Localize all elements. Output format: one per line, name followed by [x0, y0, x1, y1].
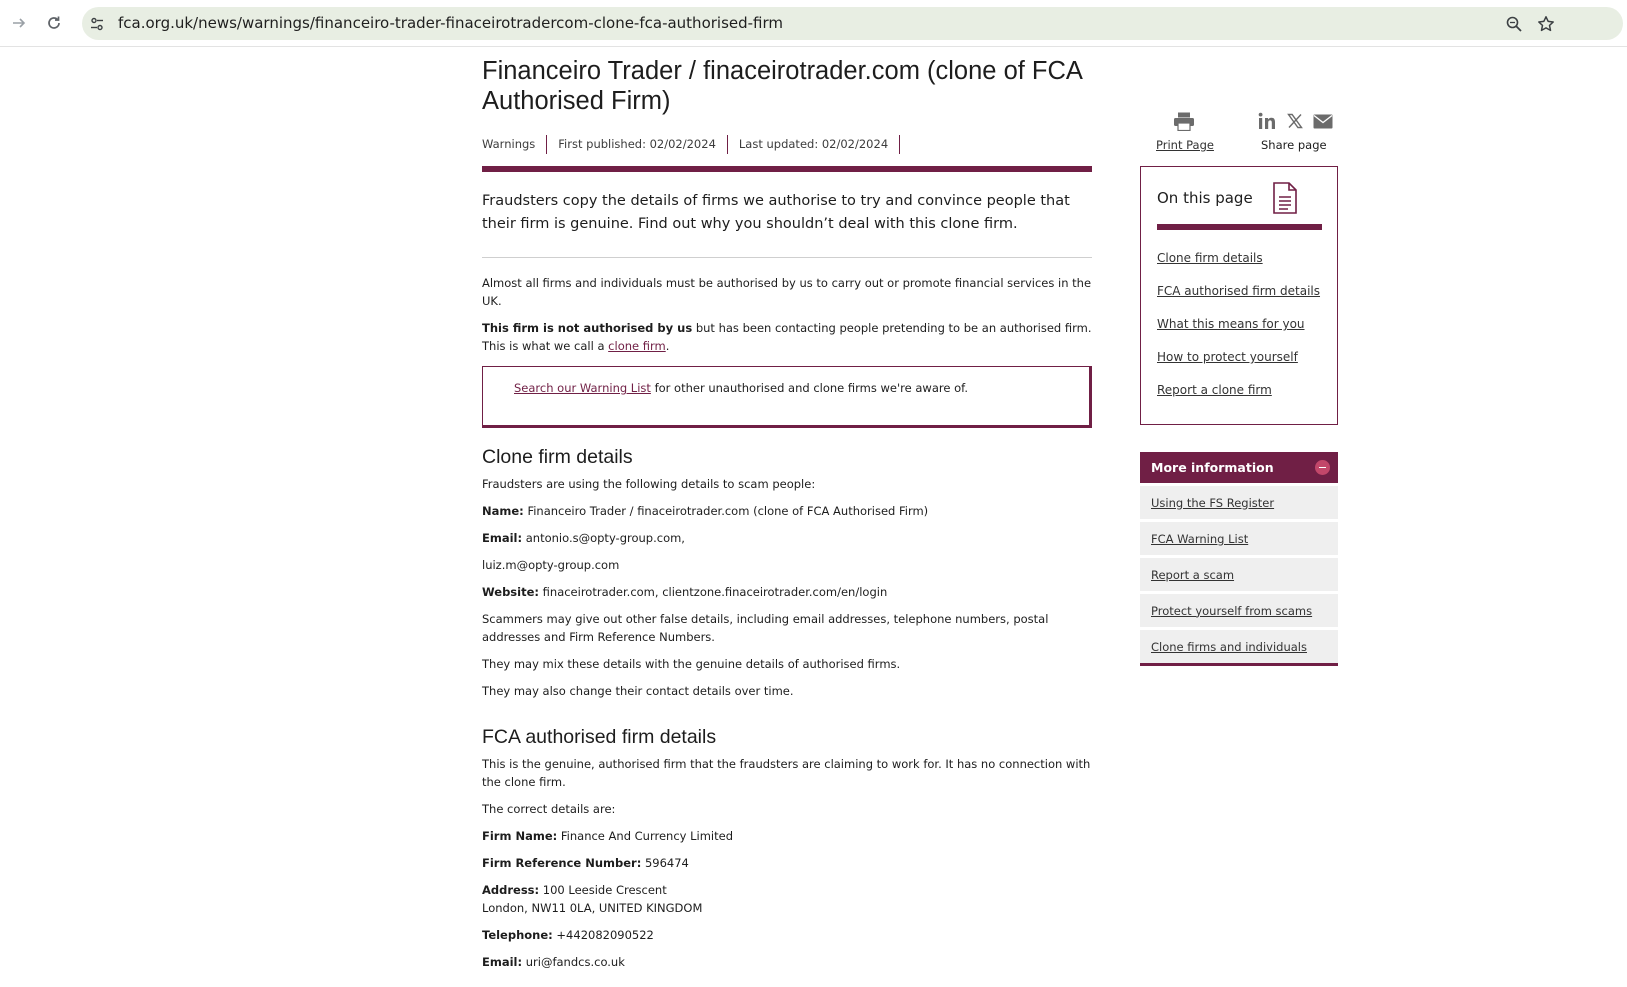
print-page-link[interactable]: Print Page [1156, 138, 1214, 152]
clone-email-value-2: luiz.m@opty-group.com [482, 558, 620, 572]
fca-firm-name-label: Firm Name: [482, 829, 558, 843]
toc-link-fca-authorised-firm-details[interactable]: FCA authorised firm details [1157, 284, 1321, 298]
share-page-label: Share page [1261, 138, 1327, 152]
fca-frn-label: Firm Reference Number: [482, 856, 642, 870]
on-this-page-item [1157, 317, 1320, 350]
link-fca-warning-list[interactable]: FCA Warning List [1151, 531, 1249, 546]
printer-icon[interactable] [1173, 112, 1195, 131]
fca-email-row [482, 953, 1092, 971]
page-tools [1154, 111, 1340, 155]
fca-frn-value: 596474 [644, 856, 689, 870]
clone-email-row [482, 529, 1092, 547]
reload-icon[interactable] [43, 12, 65, 34]
more-information-item [1140, 558, 1338, 591]
fca-intro: This is the genuine, authorised firm that the fraudsters are claiming to work for. It has no connection with the clone firm. [482, 757, 1091, 789]
callout-text: for other unauthorised and clone firms we're aware of. [650, 381, 968, 395]
toc-link-clone-firm-details[interactable]: Clone firm details [1157, 251, 1263, 265]
on-this-page-panel [1140, 166, 1338, 425]
more-information-list [1140, 486, 1338, 666]
warning-list-link[interactable]: Search our Warning List [514, 381, 651, 395]
not-authorised-bold: This firm is not authorised by us [482, 321, 693, 335]
fca-email-value: uri@fandcs.co.uk [525, 955, 625, 969]
fca-address-line-2: London, NW11 0LA, UNITED KINGDOM [482, 901, 703, 915]
meta-category: Warnings [482, 135, 547, 154]
link-protect-from-scams[interactable]: Protect yourself from scams [1151, 603, 1313, 618]
browser-toolbar [0, 0, 1627, 47]
toc-link-report-clone-firm[interactable]: Report a clone firm [1157, 383, 1272, 397]
fca-correct: The correct details are: [482, 802, 616, 816]
page-title: Financeiro Trader / finaceirotrader.com (clone of FCA Authorised Firm) [482, 57, 1082, 115]
intro-text: Almost all firms and individuals must be authorised by us to carry out or promote financial services in the UK. [482, 276, 1092, 308]
fca-email-label: Email: [482, 955, 523, 969]
on-this-page-list [1157, 251, 1320, 416]
clone-website-label: Website: [482, 585, 539, 599]
clone-name-value: Financeiro Trader / finaceirotrader.com (clone of FCA Authorised Firm) [527, 504, 929, 518]
fca-firm-name-value: Finance And Currency Limited [560, 829, 734, 843]
link-report-a-scam[interactable]: Report a scam [1151, 567, 1235, 582]
on-this-page-item [1157, 251, 1320, 284]
fca-address-row [482, 881, 1092, 917]
clone-warning-2: They may mix these details with the genuine details of authorised firms. [482, 657, 901, 671]
clone-name-label: Name: [482, 504, 524, 518]
clone-firm-heading: Clone firm details [482, 446, 633, 468]
not-authorised-end: . [665, 339, 670, 353]
toc-link-protect-yourself[interactable]: How to protect yourself [1157, 350, 1298, 364]
meta-last-updated: Last updated: 02/02/2024 [728, 135, 900, 154]
on-this-page-title: On this page [1157, 189, 1253, 207]
share-icons [1257, 111, 1333, 133]
forward-icon[interactable] [8, 12, 30, 34]
x-icon[interactable] [1285, 111, 1305, 131]
more-information-header[interactable] [1140, 452, 1338, 483]
more-information-item [1140, 630, 1338, 663]
fca-firm-name-row [482, 827, 1092, 845]
clone-name-row [482, 502, 1092, 520]
warning-list-callout [482, 366, 1092, 428]
clone-website-value: finaceirotrader.com, clientzone.finaceirotrader.com/en/login [542, 585, 888, 599]
lede-text: Fraudsters copy the details of firms we authorise to try and convince people that their firm is genuine. Find out why you shouldn’t deal with this clone firm. [482, 193, 1070, 232]
address-bar[interactable] [82, 7, 1623, 40]
zoom-icon[interactable] [1505, 15, 1523, 33]
toc-link-what-this-means[interactable]: What this means for you [1157, 317, 1305, 331]
article-meta [482, 134, 1092, 154]
url-text[interactable]: fca.org.uk/news/warnings/financeiro-trader-finaceirotradercom-clone-fca-authorised-firm [118, 14, 784, 32]
more-information-item [1140, 522, 1338, 555]
on-this-page-item [1157, 350, 1320, 383]
bookmark-star-icon[interactable] [1537, 15, 1555, 33]
document-icon [1271, 182, 1299, 214]
linkedin-icon[interactable] [1257, 111, 1277, 131]
on-this-page-item [1157, 284, 1320, 317]
clone-intro: Fraudsters are using the following details to scam people: [482, 477, 816, 491]
fca-address-label: Address: [482, 883, 540, 897]
on-this-page-divider [1157, 224, 1322, 230]
fca-telephone-label: Telephone: [482, 928, 553, 942]
site-info-icon[interactable] [89, 16, 105, 32]
article [482, 56, 1092, 971]
collapse-minus-icon[interactable] [1315, 460, 1330, 475]
not-authorised-rest: but has been contacting people pretending to be an authorised firm. This is what we call a [482, 321, 1092, 353]
not-authorised-text [482, 319, 1092, 355]
more-information-title: More information [1151, 460, 1274, 475]
meta-first-published: First published: 02/02/2024 [547, 135, 728, 154]
fca-telephone-value: +442082090522 [556, 928, 654, 942]
more-information-panel [1140, 452, 1338, 666]
fca-frn-row [482, 854, 1092, 872]
clone-website-row [482, 583, 1092, 601]
clone-warning-3: They may also change their contact details over time. [482, 684, 794, 698]
clone-warning-1: Scammers may give out other false details, including email addresses, telephone numbers, postal addresses and Firm Reference Numbers. [482, 612, 1049, 644]
email-icon[interactable] [1313, 111, 1333, 131]
more-information-item [1140, 594, 1338, 627]
fca-telephone-row [482, 926, 1092, 944]
clone-email-label: Email: [482, 531, 523, 545]
on-this-page-item [1157, 383, 1320, 416]
link-clone-firms-individuals[interactable]: Clone firms and individuals [1151, 639, 1307, 654]
more-information-item [1140, 486, 1338, 519]
clone-firm-link[interactable]: clone firm [608, 339, 666, 353]
link-using-fs-register[interactable]: Using the FS Register [1151, 495, 1275, 510]
fca-firm-heading: FCA authorised firm details [482, 726, 717, 748]
fca-address-line-1: 100 Leeside Crescent [542, 883, 667, 897]
clone-email-value: antonio.s@opty-group.com, [525, 531, 685, 545]
title-divider [482, 166, 1092, 172]
lede-divider [482, 257, 1092, 258]
